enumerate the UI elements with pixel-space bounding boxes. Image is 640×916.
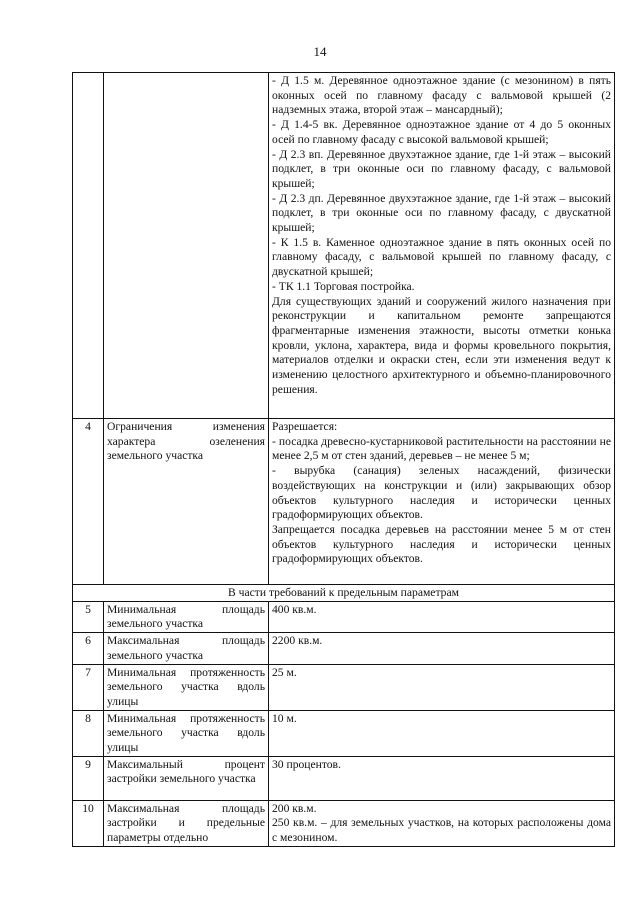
row-name-cell: Минимальная протяженность земельного участка вдоль улицы [104, 710, 269, 756]
row-value-cell [269, 664, 615, 710]
list-item: - К 1.5 в. Каменное одноэтажное здание в пять оконных осей по главному фасаду, с вальмовой крышей по главному фасаду, с двускатной крышей; [272, 235, 611, 279]
table-row [73, 419, 615, 585]
table-row [73, 710, 615, 756]
value-text: 200 кв.м. [272, 801, 317, 815]
paragraph: Для существующих зданий и сооружений жилого назначения при реконструкции и капитальном ремонте запрещаются фрагментарные изменения этажности, высоты отметки конька кровли, уклона, характера, вида и формы кровельного покрытия, материалов отделки и окраски стен, если эти изменения ведут к изменению целостного архитектурного и объемно-планировочного решения. [272, 294, 611, 396]
row-number-cell: 5 [73, 601, 104, 632]
value-text: 25 м. [272, 665, 297, 679]
row-value-cell [269, 73, 615, 419]
list-item: - посадка древесно-кустарниковой растительности на расстоянии не менее 2,5 м от стен зданий, деревьев – не менее 5 м; [272, 434, 611, 463]
page-number: 14 [313, 44, 327, 59]
row-value-cell [269, 756, 615, 800]
row-number-cell: 8 [73, 710, 104, 756]
list-item: - Д 2.3 вп. Деревянное двухэтажное здание, где 1-й этаж – высокий подклет, в три оконные оси по главному фасаду, с вальмовой крышей; [272, 147, 611, 190]
list-item: - Д 2.3 дп. Деревянное двухэтажное здание, где 1-й этаж – высокий подклет, в три оконные оси по главному фасаду, с двускатной крышей; [272, 191, 611, 235]
row-value-cell [269, 710, 615, 756]
row-name-cell [104, 73, 269, 419]
row-value-cell [269, 419, 615, 585]
row-number-cell: 9 [73, 756, 104, 800]
table-row [73, 633, 615, 664]
paragraph: Разрешается: [272, 420, 338, 433]
row-name-cell: Минимальная протяженность земельного участка вдоль улицы [104, 664, 269, 710]
value-text: 30 процентов. [272, 757, 341, 771]
row-number-cell: 6 [73, 633, 104, 664]
row-value-cell [269, 633, 615, 664]
list-item: - Д 1.5 м. Деревянное одноэтажное здание (с мезонином) в пять оконных осей по главному фасаду с вальмовой крышей (2 надземных этажа, второй этаж – мансардный); [272, 74, 611, 117]
list-item: - вырубка (санация) зеленых насаждений, физически воздействующих на конструкции и (или) закрывающих обзор объектов культурного наследия и исторически ценных градоформирующих объектов. [272, 464, 611, 522]
table-row [73, 756, 615, 800]
row-value-cell [269, 601, 615, 632]
table-row [73, 73, 615, 419]
section-header: В части требований к предельным параметрам [73, 585, 615, 602]
value-text: 10 м. [272, 711, 297, 725]
value-text: 2200 кв.м. [272, 634, 323, 648]
list-item: - Д 1.4-5 вк. Деревянное одноэтажное здание от 4 до 5 оконных осей по главному фасаду с высокой вальмовой крышей; [272, 118, 611, 146]
row-number-cell: 10 [73, 800, 104, 846]
row-name-cell: Максимальная площадь застройки и предельные параметры отдельно [104, 800, 269, 846]
row-name-cell: Максимальная площадь земельного участка [104, 633, 269, 664]
requirements-table [72, 72, 615, 847]
table-row [73, 800, 615, 846]
row-name-cell: Ограничения изменения характера озеленения земельного участка [104, 419, 269, 585]
table-row [73, 664, 615, 710]
value-text: 400 кв.м. [272, 602, 317, 616]
table-row [73, 601, 615, 632]
list-item: - ТК 1.1 Торговая постройка. [272, 279, 415, 293]
paragraph: Запрещается посадка деревьев на расстоянии менее 5 м от стен объектов культурного наследия и исторически ценных градоформирующих объектов. [272, 522, 611, 566]
row-number-cell [73, 73, 104, 419]
row-value-cell [269, 800, 615, 846]
row-name-cell: Максимальный процент застройки земельного участка [104, 756, 269, 800]
row-number-cell: 4 [73, 419, 104, 585]
value-text: 250 кв.м. – для земельных участков, на которых расположены дома с мезонином. [272, 816, 611, 845]
row-number-cell: 7 [73, 664, 104, 710]
section-header-row [73, 585, 615, 602]
row-name-cell: Минимальная площадь земельного участка [104, 601, 269, 632]
